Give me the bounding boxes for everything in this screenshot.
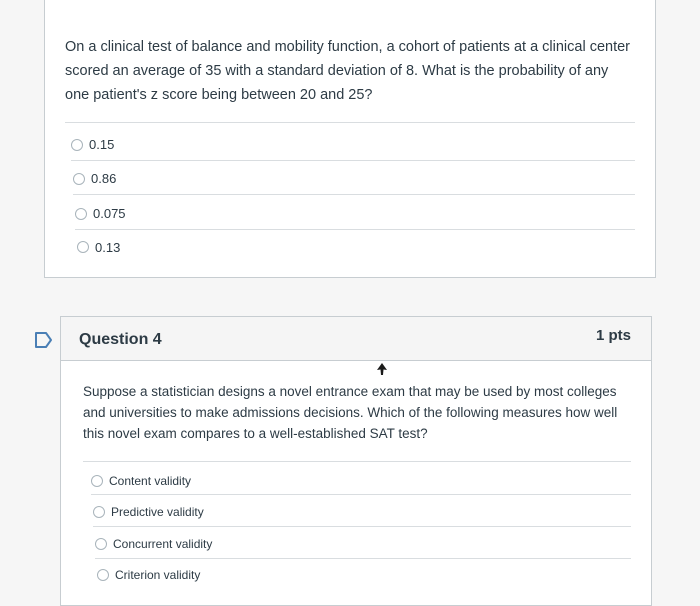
mouse-cursor-icon <box>376 362 388 376</box>
answer-label: Concurrent validity <box>113 536 213 551</box>
question-3-text: On a clinical test of balance and mobility function, a cohort of patients at a clinical center scored an average of 35 with a standard deviation of 8. What is the probability of any one patient's z score being between 20 and 25? <box>65 39 631 103</box>
answer-option[interactable] <box>97 561 631 589</box>
radio-button[interactable] <box>73 173 85 185</box>
question-4-text: Suppose a statistician designs a novel entrance exam that may be used by most colleges and universities to make admissions decisions. Which of the following measures how well this novel exam compares to a well-established SAT test? <box>83 384 618 441</box>
answer-option[interactable] <box>93 497 631 527</box>
answer-option[interactable] <box>75 198 635 230</box>
answer-option[interactable] <box>71 129 635 161</box>
question-3-card <box>44 0 656 278</box>
answer-label: Criterion validity <box>115 568 201 582</box>
radio-button[interactable] <box>95 538 107 550</box>
answer-label: 0.15 <box>89 137 115 152</box>
radio-button[interactable] <box>97 569 109 581</box>
question-title: Question 4 <box>79 331 162 348</box>
answer-option[interactable] <box>73 163 635 195</box>
radio-button[interactable] <box>75 208 87 220</box>
question-4-card <box>60 316 652 606</box>
answer-label: 0.86 <box>91 171 117 186</box>
answer-label: 0.075 <box>93 206 126 221</box>
answer-option[interactable] <box>77 232 635 262</box>
answer-option[interactable] <box>95 529 631 559</box>
flag-question-icon[interactable] <box>34 331 54 349</box>
answer-label: 0.13 <box>95 239 121 255</box>
answer-label: Content validity <box>109 473 192 488</box>
radio-button[interactable] <box>77 241 89 253</box>
answer-option[interactable] <box>91 467 631 495</box>
question-4-header <box>61 317 651 361</box>
question-points: 1 pts <box>595 327 631 344</box>
answers-divider <box>83 461 631 462</box>
radio-button[interactable] <box>91 475 103 487</box>
radio-button[interactable] <box>93 506 105 518</box>
radio-button[interactable] <box>71 139 83 151</box>
answers-divider <box>65 122 635 123</box>
answer-label: Predictive validity <box>111 504 204 519</box>
